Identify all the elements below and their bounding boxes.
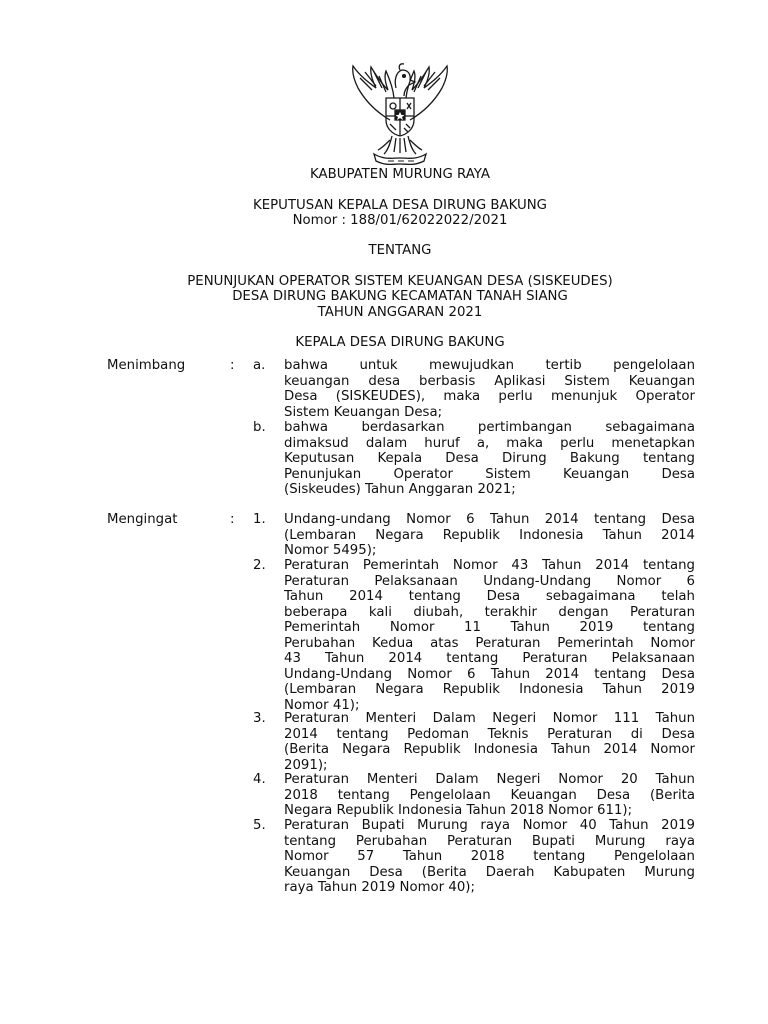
item-line: 43 Tahun 2014 tentang Peraturan Pelaksanaan xyxy=(284,651,695,666)
decree-number: Nomor : 188/01/62022022/2021 xyxy=(292,213,508,228)
item-line: Negara Republik Indonesia Tahun 2018 Nomor 611); xyxy=(284,803,633,818)
subject-line-1: PENUNJUKAN OPERATOR SISTEM KEUANGAN DESA (SISKEUDES) xyxy=(187,274,613,289)
mengingat-label: Mengingat xyxy=(107,512,178,527)
mengingat-colon: : xyxy=(230,512,235,527)
item-line: tentang Perubahan Peraturan Bupati Murung raya xyxy=(284,833,695,849)
subject-line-3: TAHUN ANGGARAN 2021 xyxy=(317,305,483,320)
item-line: keuangan desa berbasis Aplikasi Sistem Keuangan xyxy=(284,373,695,389)
item-line: Tahun 2014 tentang Desa sebagaimana telah xyxy=(284,589,695,604)
mengingat-item-2 xyxy=(284,558,695,713)
item-line: Desa (SISKEUDES), maka perlu menunjuk Operator xyxy=(284,389,695,404)
mengingat-item-3 xyxy=(284,711,695,773)
mengingat-item-3-marker: 3. xyxy=(253,711,266,726)
decree-title: KEPUTUSAN KEPALA DESA DIRUNG BAKUNG xyxy=(253,198,547,213)
menimbang-item-b xyxy=(284,420,695,498)
item-line: Peraturan Menteri Dalam Negeri Nomor 111 Tahun xyxy=(284,711,695,726)
item-line: 2014 tentang Pedoman Teknis Peraturan di Desa xyxy=(284,726,695,742)
item-line: Nomor 5495); xyxy=(284,543,377,558)
item-line: dimaksud dalam huruf a, maka perlu menetapkan xyxy=(284,435,695,451)
about-heading: TENTANG xyxy=(368,243,432,258)
item-line: Undang-Undang Nomor 6 Tahun 2014 tentang Desa xyxy=(284,666,695,682)
item-line: Perubahan Kedua atas Peraturan Pemerintah Nomor xyxy=(284,635,695,651)
subject-line-2: DESA DIRUNG BAKUNG KECAMATAN TANAH SIANG xyxy=(232,289,568,304)
item-line: 2018 tentang Pengelolaan Keuangan Desa (Berita xyxy=(284,787,695,803)
item-line: Keputusan Kepala Desa Dirung Bakung tentang xyxy=(284,451,695,466)
item-line: (Siskeudes) Tahun Anggaran 2021; xyxy=(284,482,516,497)
mengingat-item-5-marker: 5. xyxy=(253,818,266,833)
item-line: 2091); xyxy=(284,757,328,773)
item-line: Pemerintah Nomor 11 Tahun 2019 tentang xyxy=(284,620,695,635)
item-line: Nomor 41); xyxy=(284,697,360,713)
menimbang-colon: : xyxy=(230,358,235,373)
item-line: Peraturan Menteri Dalam Negeri Nomor 20 Tahun xyxy=(284,772,695,787)
menimbang-label: Menimbang xyxy=(107,358,186,373)
item-line: Peraturan Pelaksanaan Undang-Undang Nomor 6 xyxy=(284,573,695,589)
mengingat-item-5 xyxy=(284,818,695,896)
item-line: (Lembaran Negara Republik Indonesia Tahun 2019 xyxy=(284,682,695,697)
item-line: bahwa untuk mewujudkan tertib pengelolaan xyxy=(284,358,695,373)
item-line: beberapa kali diubah, terakhir dengan Peraturan xyxy=(284,604,695,620)
menimbang-item-a-marker: a. xyxy=(253,358,266,373)
mengingat-item-1 xyxy=(284,512,695,559)
item-line: (Berita Negara Republik Indonesia Tahun 2014 Nomor xyxy=(284,742,695,757)
garuda-emblem-icon xyxy=(338,58,462,168)
item-line: Penunjukan Operator Sistem Keuangan Desa xyxy=(284,466,695,482)
mengingat-item-2-marker: 2. xyxy=(253,558,266,573)
mengingat-item-4-marker: 4. xyxy=(253,772,266,787)
item-line: Sistem Keuangan Desa; xyxy=(284,404,443,420)
mengingat-item-4 xyxy=(284,772,695,819)
menimbang-item-b-marker: b. xyxy=(253,420,266,435)
issuer-heading: KEPALA DESA DIRUNG BAKUNG xyxy=(295,335,505,350)
item-line: Undang-undang Nomor 6 Tahun 2014 tentang Desa xyxy=(284,512,695,527)
mengingat-item-1-marker: 1. xyxy=(253,512,266,527)
item-line: Peraturan Pemerintah Nomor 43 Tahun 2014 tentang xyxy=(284,558,695,573)
item-line: (Lembaran Negara Republik Indonesia Tahun 2014 xyxy=(284,527,695,543)
item-line: Keuangan Desa (Berita Daerah Kabupaten Murung xyxy=(284,864,695,880)
item-line: raya Tahun 2019 Nomor 40); xyxy=(284,880,475,895)
regency-name: KABUPATEN MURUNG RAYA xyxy=(310,167,490,182)
item-line: Nomor 57 Tahun 2018 tentang Pengelolaan xyxy=(284,849,695,864)
menimbang-item-a xyxy=(284,358,695,420)
item-line: Peraturan Bupati Murung raya Nomor 40 Tahun 2019 xyxy=(284,818,695,833)
item-line: bahwa berdasarkan pertimbangan sebagaimana xyxy=(284,420,695,435)
